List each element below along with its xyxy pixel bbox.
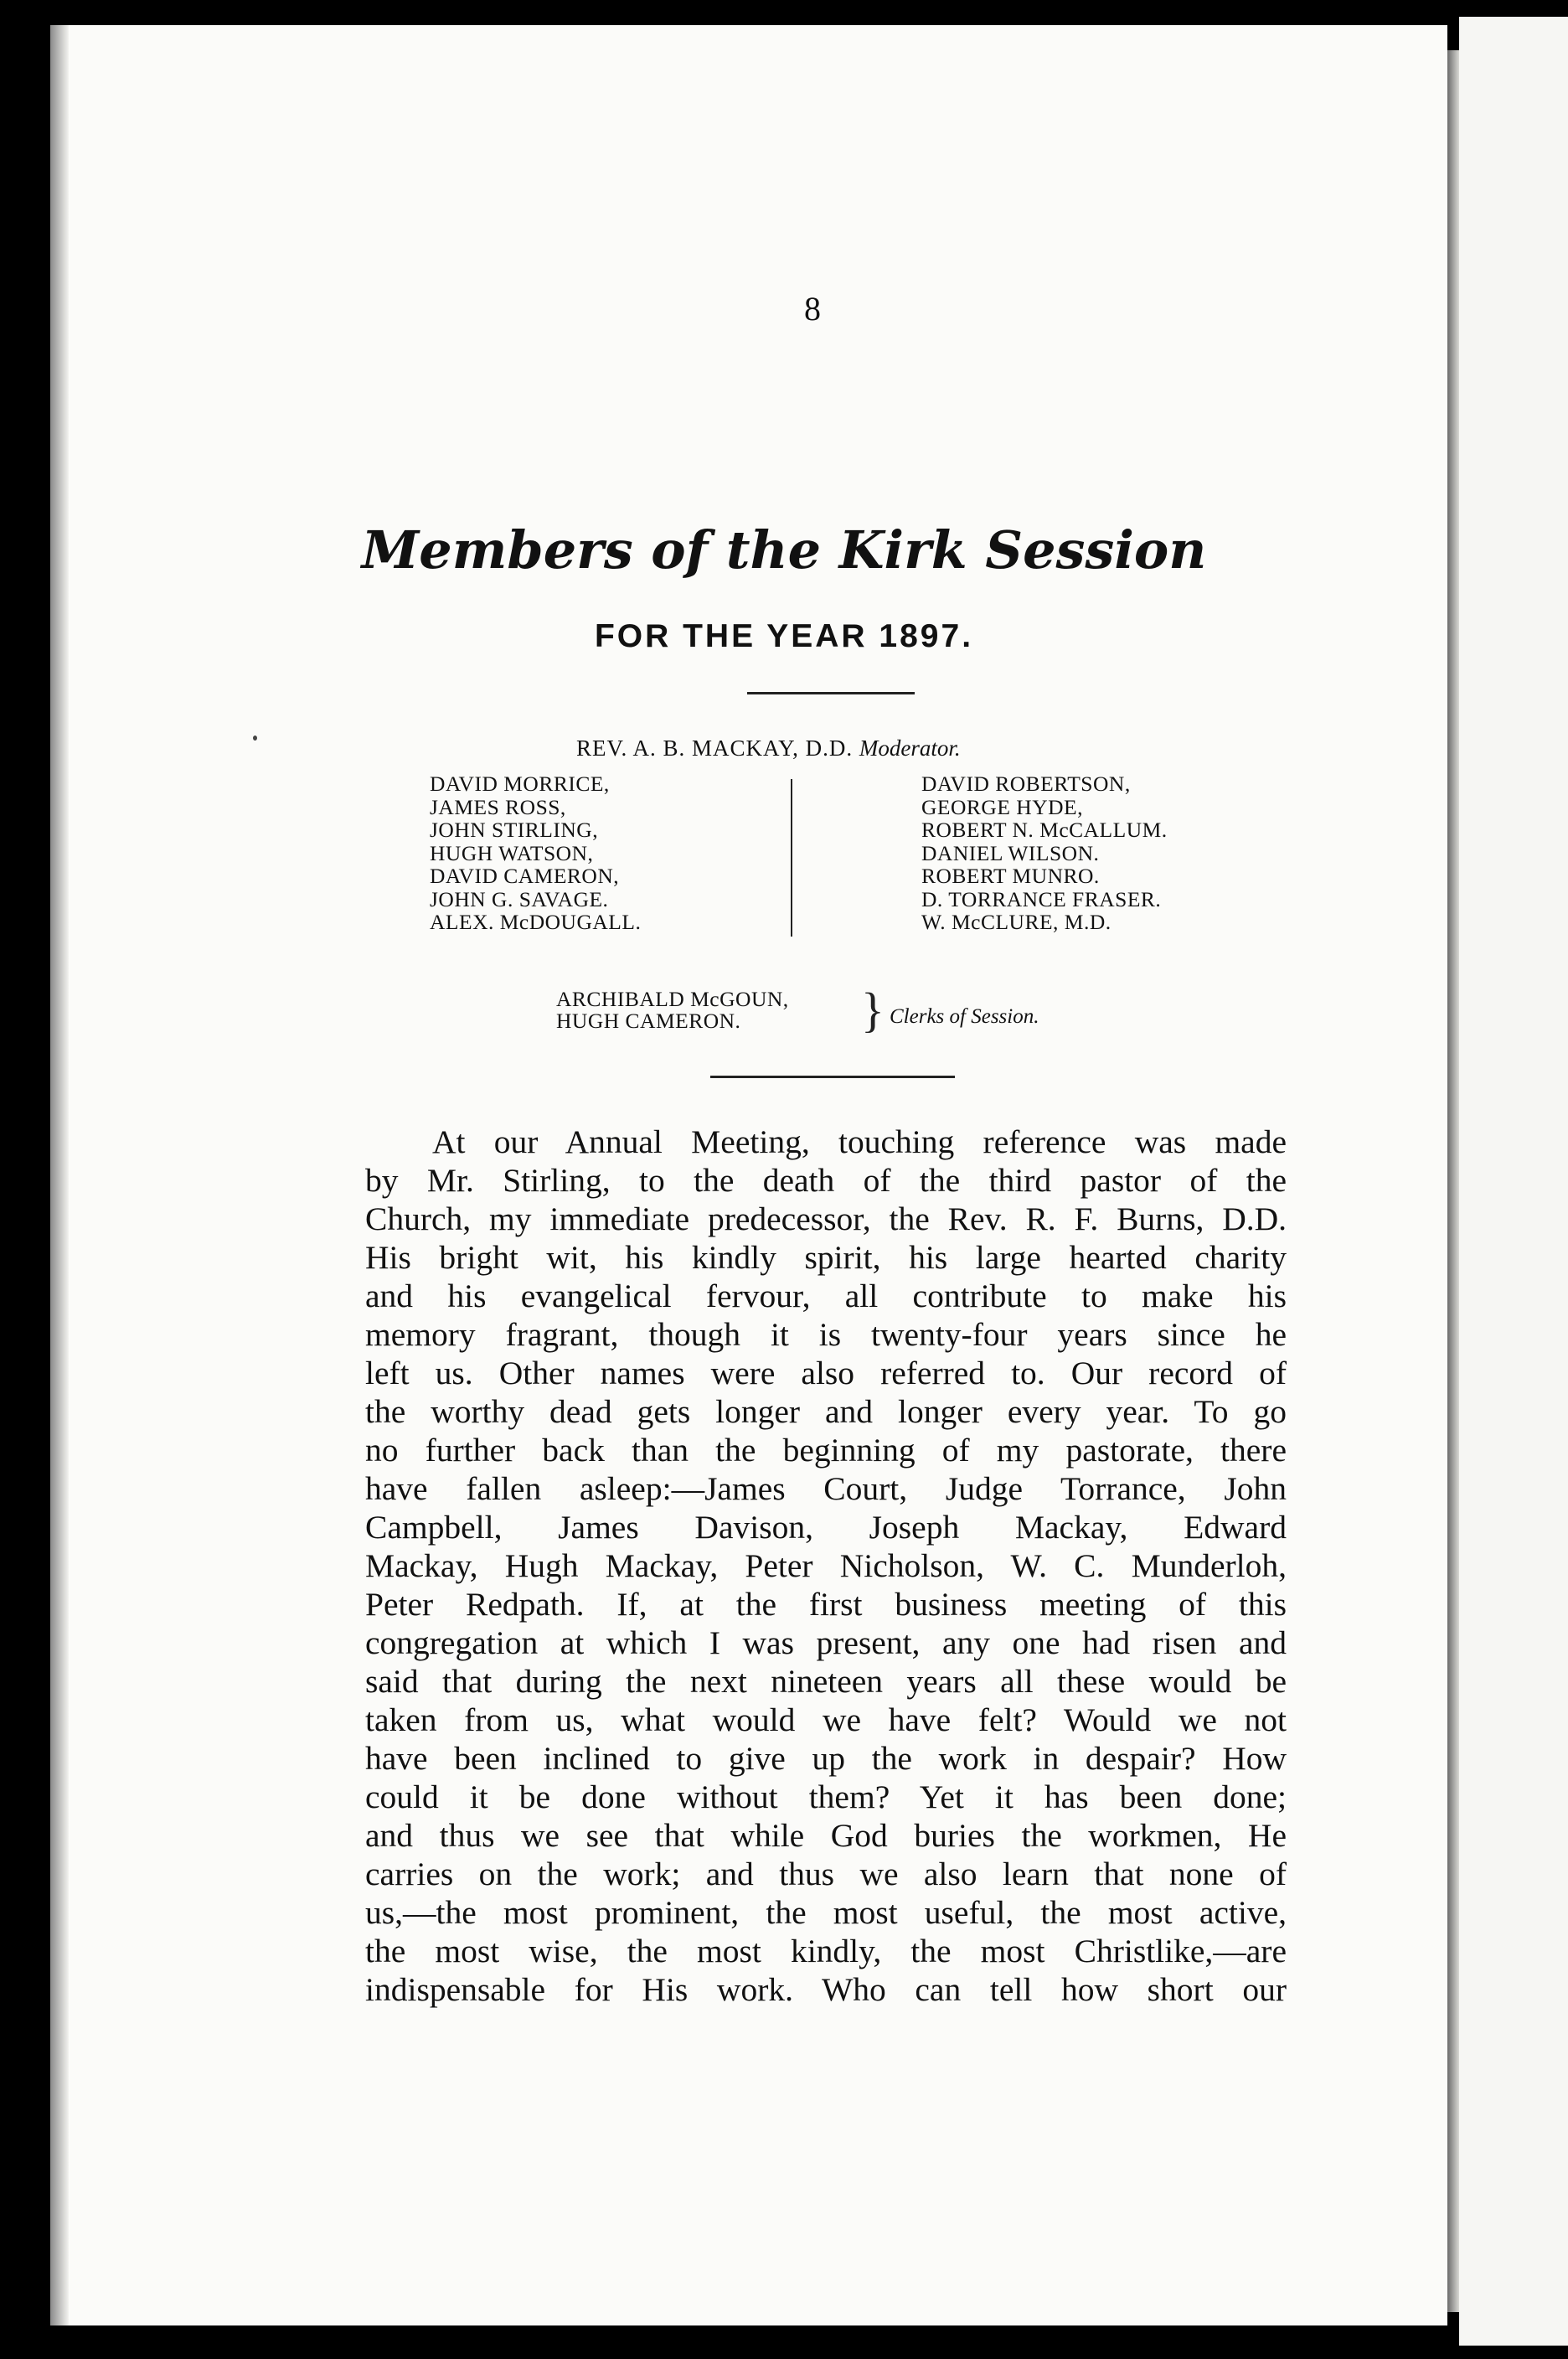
body-line: said that during the next nineteen years all these would be [365, 1663, 1287, 1700]
divider-rule-bottom [710, 1076, 955, 1078]
body-paragraph [365, 1123, 1287, 2009]
body-line: carries on the work; and thus we also learn that none of [365, 1856, 1287, 1892]
member-name: HUGH WATSON, [430, 840, 594, 865]
member-name: GEORGE HYDE, [921, 794, 1083, 819]
clerks-names [556, 989, 789, 1032]
moderator-line [576, 736, 961, 761]
body-line: memory fragrant, though it is twenty-four years since he [365, 1316, 1287, 1353]
body-line: Peter Redpath. If, at the first business meeting of this [365, 1586, 1287, 1623]
body-line: Campbell, James Davison, Joseph Mackay, Edward [365, 1509, 1287, 1546]
binding-shadow [50, 25, 69, 2325]
body-line: and his evangelical fervour, all contribute to make his [365, 1278, 1287, 1314]
clerks-role: Clerks of Session. [890, 1005, 1039, 1028]
facing-page-edge [1459, 17, 1568, 2346]
member-name: D. TORRANCE FRASER. [921, 886, 1162, 911]
member-name: DAVID ROBERTSON, [921, 772, 1131, 796]
column-divider [791, 779, 792, 937]
body-line: no further back than the beginning of my pastorate, there [365, 1432, 1287, 1469]
member-name: DAVID MORRICE, [430, 772, 610, 796]
body-line: congregation at which I was present, any one had risen and [365, 1624, 1287, 1661]
body-line: taken from us, what would we have felt? Would we not [365, 1701, 1287, 1738]
member-name: JOHN STIRLING, [430, 818, 599, 842]
clerk-name: ARCHIBALD McGOUN, [556, 987, 789, 1011]
body-line: the worthy dead gets longer and longer every year. To go [365, 1393, 1287, 1430]
body-line: could it be done without them? Yet it has been done; [365, 1778, 1287, 1815]
divider-rule-top [747, 692, 915, 694]
page-number: 8 [804, 290, 821, 328]
body-line: left us. Other names were also referred to. Our record of [365, 1355, 1287, 1391]
body-line: the most wise, the most kindly, the most Christlike,—are [365, 1933, 1287, 1969]
body-line: by Mr. Stirling, to the death of the third pastor of the [365, 1162, 1287, 1199]
body-line: have fallen asleep:—James Court, Judge Torrance, John [365, 1470, 1287, 1507]
member-name: DAVID CAMERON, [430, 864, 620, 888]
members-right-column [921, 772, 1168, 934]
member-name: ROBERT MUNRO. [921, 864, 1100, 888]
body-line: have been inclined to give up the work in despair? How [365, 1740, 1287, 1777]
clerk-name: HUGH CAMERON. [556, 1009, 741, 1033]
page-title: Members of the Kirk Session [361, 519, 1207, 581]
members-left-column [430, 772, 641, 934]
body-line: Church, my immediate predecessor, the Rev. R. F. Burns, D.D. [365, 1200, 1287, 1237]
member-name: ALEX. McDOUGALL. [430, 910, 642, 934]
moderator-name: REV. A. B. MACKAY, D.D. [576, 736, 854, 761]
page-subtitle: FOR THE YEAR 1897. [594, 618, 974, 654]
body-line: Mackay, Hugh Mackay, Peter Nicholson, W. C. Munderloh, [365, 1547, 1287, 1584]
brace-glyph: } [861, 983, 885, 1037]
member-name: DANIEL WILSON. [921, 840, 1100, 865]
page-edge-shadow [1447, 50, 1459, 2312]
member-name: JAMES ROSS, [430, 794, 566, 819]
moderator-role: Moderator. [859, 736, 961, 761]
body-line: indispensable for His work. Who can tell how short our [365, 1971, 1287, 2008]
member-name: JOHN G. SAVAGE. [430, 886, 609, 911]
body-line: His bright wit, his kindly spirit, his large hearted charity [365, 1239, 1287, 1276]
member-name: ROBERT N. McCALLUM. [921, 818, 1168, 842]
body-line: At our Annual Meeting, touching reference was made [432, 1123, 1287, 1160]
scan-speck [253, 736, 257, 741]
body-line: us,—the most prominent, the most useful, the most active, [365, 1894, 1287, 1931]
member-name: W. McCLURE, M.D. [921, 910, 1112, 934]
body-line: and thus we see that while God buries the workmen, He [365, 1817, 1287, 1854]
